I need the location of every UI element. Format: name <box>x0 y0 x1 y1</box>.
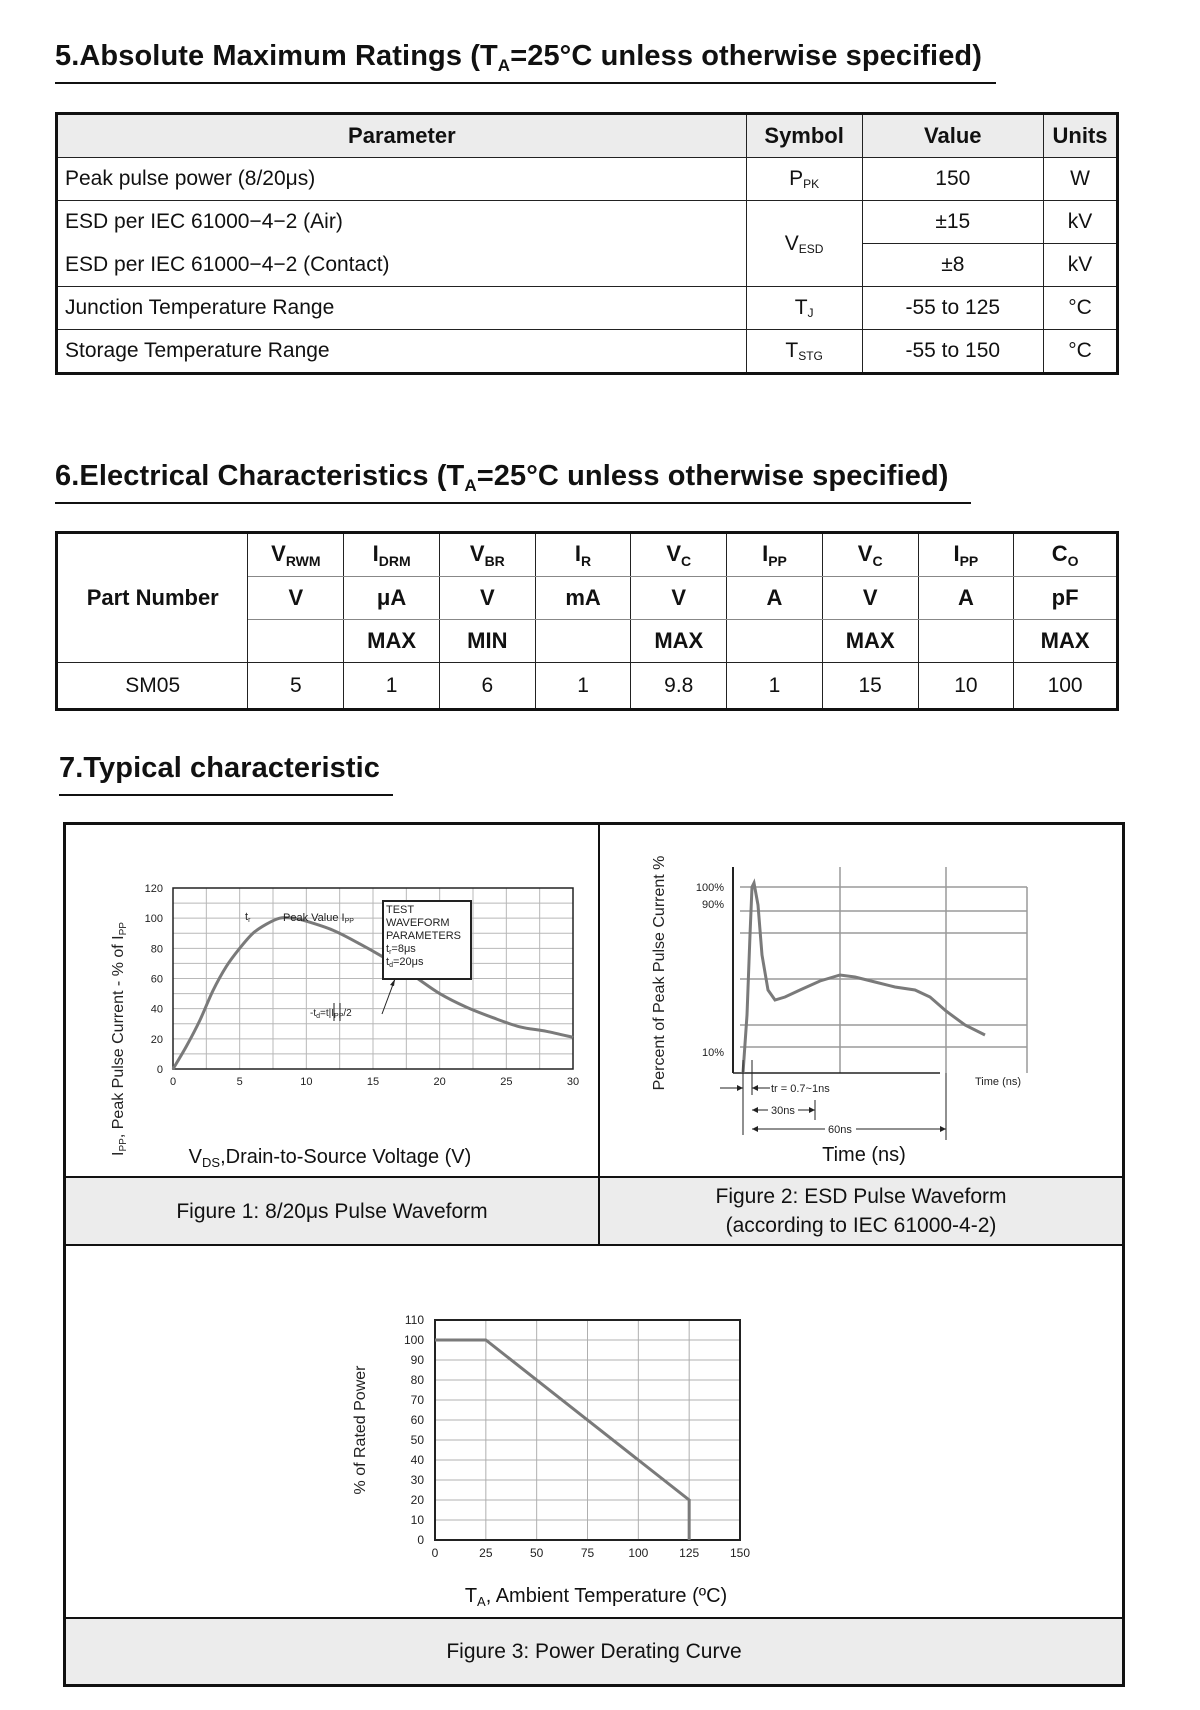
figure3-x-tick: 150 <box>729 1546 751 1560</box>
header-part-number: Part Number <box>57 533 248 663</box>
section6-underline <box>55 502 971 504</box>
figure3-y-tick: 0 <box>417 1533 424 1547</box>
figure3-y-tick: 70 <box>410 1393 424 1407</box>
figure2-60ns-annotation: 60ns <box>828 1124 852 1136</box>
figure1-tr-label: tr <box>245 911 251 924</box>
figure3-y-tick: 90 <box>410 1353 424 1367</box>
param-cell: ESD per IEC 61000−4−2 (Air) <box>57 201 747 244</box>
figure2-caption: Figure 2: ESD Pulse Waveform (according to IEC 61000-4-2) <box>600 1178 1122 1244</box>
header-symbol: Symbol <box>746 114 862 158</box>
header-symbol: $I_{DRM}$ <box>344 533 440 577</box>
figure-divider-h2 <box>63 1244 1125 1246</box>
value-cell: 150 <box>862 158 1044 201</box>
header-symbol: $C_O$ <box>1014 533 1118 577</box>
section5-underline <box>55 82 996 84</box>
figure1-peak-label: Peak Value IPP <box>283 912 354 925</box>
section5-title: 5.Absolute Maximum Ratings ($T_A=25^\circ C$ unless otherwise specified) <box>55 40 983 75</box>
value-cell: 15 <box>822 663 918 710</box>
figure2-ytick-90: 90% <box>701 899 724 911</box>
svg-text:PARAMETERS: PARAMETERS <box>386 930 461 942</box>
figure2-y-axis-label: Percent of Peak Pulse Current % <box>651 855 668 1091</box>
value-cell: 10 <box>918 663 1014 710</box>
svg-text:td=20μs: td=20μs <box>386 956 424 969</box>
param-cell: ESD per IEC 61000−4−2 (Contact) <box>57 244 747 287</box>
figure3-y-tick: 50 <box>410 1433 424 1447</box>
figure3-x-tick: 0 <box>431 1546 439 1560</box>
figure1-x-axis-label: $V_{DS},Drain-to$-Source Voltage (V) <box>188 1146 472 1170</box>
figure3-y-tick: 10 <box>410 1513 424 1527</box>
header-symbol: $V_{RWM}$ <box>248 533 344 577</box>
header-symbol: $I_{PP}$ <box>918 533 1014 577</box>
header-unit: V <box>248 577 344 620</box>
symbol-cell: $T_{STG}$ <box>746 330 862 374</box>
unit-cell: kV <box>1044 201 1118 244</box>
figure3-grid <box>435 1320 740 1540</box>
header-unit: V <box>822 577 918 620</box>
unit-cell: °C <box>1044 287 1118 330</box>
header-limit: MAX <box>1014 620 1118 663</box>
header-limit <box>535 620 631 663</box>
header-units: Units <box>1044 114 1118 158</box>
unit-cell: W <box>1044 158 1118 201</box>
table-header-row <box>57 533 1118 577</box>
header-unit: pF <box>1014 577 1118 620</box>
figure3-x-tick: 50 <box>529 1546 544 1560</box>
header-limit: MAX <box>822 620 918 663</box>
header-symbol: $I_R$ <box>535 533 631 577</box>
figure2-ytick-10: 10% <box>701 1047 724 1059</box>
table-row <box>57 287 1118 330</box>
figure3-y-tick: 80 <box>410 1373 424 1387</box>
header-limit: MAX <box>631 620 727 663</box>
figure3-y-tick: 100 <box>403 1333 424 1347</box>
figure1-x-tick: 10 <box>300 1076 313 1088</box>
symbol-cell: $V_{ESD}$ <box>746 201 862 287</box>
figure1-y-tick: 60 <box>150 973 163 986</box>
param-cell: Peak pulse power (8/20μs) <box>57 158 747 201</box>
figure2-x-axis-label: Time (ns) <box>822 1144 906 1166</box>
figure1-x-tick: 30 <box>566 1076 580 1088</box>
figure3-chart <box>340 1300 820 1610</box>
svg-text:WAVEFORM: WAVEFORM <box>386 917 450 929</box>
header-unit: A <box>727 577 823 620</box>
header-unit: μA <box>344 577 440 620</box>
value-cell: 100 <box>1014 663 1118 710</box>
section7-underline <box>59 794 393 796</box>
value-cell: ±15 <box>862 201 1044 244</box>
section7-title: 7.Typical characteristic <box>59 752 381 784</box>
absolute-max-ratings-table <box>55 112 1119 375</box>
header-limit: MAX <box>344 620 440 663</box>
value-cell: ±8 <box>862 244 1044 287</box>
value-cell: -55 to 150 <box>862 330 1044 374</box>
header-parameter: Parameter <box>57 114 747 158</box>
figure3-y-tick: 60 <box>410 1413 424 1427</box>
header-unit: mA <box>535 577 631 620</box>
figure3-x-tick: 25 <box>479 1546 493 1560</box>
figure1-x-tick: 20 <box>433 1076 446 1088</box>
figure3-y-tick: 20 <box>410 1493 424 1507</box>
svg-text:TEST: TEST <box>386 904 415 916</box>
figure3-y-tick: 110 <box>404 1313 424 1327</box>
figure1-x-tick: 25 <box>500 1076 513 1088</box>
svg-text:-td=t|IPP/2: $-t_d=t|I_{PP}/2$ <box>310 1008 352 1020</box>
figure1-y-axis-label: IPP, Peak Pulse Current - % of IPP <box>110 922 129 1156</box>
figure3-y-axis-label: % of Rated Power <box>352 1365 369 1495</box>
figure1-tick-labels <box>145 883 579 1088</box>
part-number-cell: SM05 <box>57 663 248 710</box>
param-cell: Storage Temperature Range <box>57 330 747 374</box>
figure1-grid <box>173 888 573 1069</box>
table-row <box>57 158 1118 201</box>
figure2-tr-annotation: tr = 0.7~1ns <box>771 1083 830 1095</box>
figure1-test-parameters-box <box>383 901 471 979</box>
figure3-y-tick: 40 <box>410 1453 424 1467</box>
header-limit <box>918 620 1014 663</box>
table-row <box>57 330 1118 374</box>
figure2-chart <box>640 845 1100 1175</box>
figure3-y-tick: 30 <box>410 1473 424 1487</box>
header-limit <box>727 620 823 663</box>
header-symbol: $I_{PP}$ <box>727 533 823 577</box>
figure1-y-tick: 80 <box>150 943 163 956</box>
header-value: Value <box>862 114 1044 158</box>
figure2-ytick-100: 100% <box>695 882 724 894</box>
value-cell: 6 <box>439 663 535 710</box>
figure1-caption: Figure 1: 8/20μs Pulse Waveform <box>66 1178 598 1244</box>
table-row <box>57 663 1118 710</box>
table-row <box>57 244 1118 287</box>
table-header-row <box>57 114 1118 158</box>
value-cell: 1 <box>727 663 823 710</box>
value-cell: 1 <box>344 663 440 710</box>
header-unit: A <box>918 577 1014 620</box>
figure3-x-axis-label: $T_A$, Ambient Temperature (ºC) <box>464 1585 728 1609</box>
unit-cell: kV <box>1044 244 1118 287</box>
figure3-tick-labels <box>404 1313 750 1560</box>
table-row <box>57 201 1118 244</box>
header-limit: MIN <box>439 620 535 663</box>
svg-text:tr=8μs: tr=8μs <box>386 943 416 956</box>
unit-cell: °C <box>1044 330 1118 374</box>
value-cell: 1 <box>535 663 631 710</box>
figure2-time-axis-note: Time (ns) <box>975 1076 1022 1088</box>
figure3-x-tick: 125 <box>679 1546 700 1560</box>
figure3-caption: Figure 3: Power Derating Curve <box>66 1619 1122 1684</box>
figure1-y-tick: 40 <box>150 1003 163 1016</box>
symbol-cell: $T_J$ <box>746 287 862 330</box>
value-cell: -55 to 125 <box>862 287 1044 330</box>
figure1-y-tick: 100 <box>144 913 163 926</box>
figure1-y-tick: 120 <box>144 883 163 895</box>
figure1-x-tick: 5 <box>236 1076 243 1088</box>
header-limit <box>248 620 344 663</box>
param-cell: Junction Temperature Range <box>57 287 747 330</box>
header-unit: V <box>631 577 727 620</box>
value-cell: 5 <box>248 663 344 710</box>
value-cell: 9.8 <box>631 663 727 710</box>
header-unit: V <box>439 577 535 620</box>
header-symbol: $V_{BR}$ <box>439 533 535 577</box>
header-symbol: $V_C$ <box>822 533 918 577</box>
figure1-y-tick: 20 <box>150 1033 163 1046</box>
figure2-30ns-annotation: 30ns <box>771 1105 795 1117</box>
header-symbol: $V_C$ <box>631 533 727 577</box>
figure1-y-tick: 0 <box>156 1064 163 1076</box>
figure3-x-tick: 100 <box>628 1546 649 1560</box>
figure1-td-annotation <box>310 979 395 1021</box>
figure1-x-tick: 15 <box>366 1076 380 1088</box>
figure1-chart <box>100 845 590 1175</box>
symbol-cell: $P_{PK}$ <box>746 158 862 201</box>
figure2-grid <box>740 867 1027 1073</box>
figure1-x-tick: 0 <box>169 1076 177 1088</box>
figure3-x-tick: 75 <box>580 1546 595 1560</box>
section6-title: 6.Electrical Characteristics ($T_A=25^\circ C$ unless otherwise specified) <box>55 460 949 495</box>
electrical-characteristics-table <box>55 531 1119 711</box>
